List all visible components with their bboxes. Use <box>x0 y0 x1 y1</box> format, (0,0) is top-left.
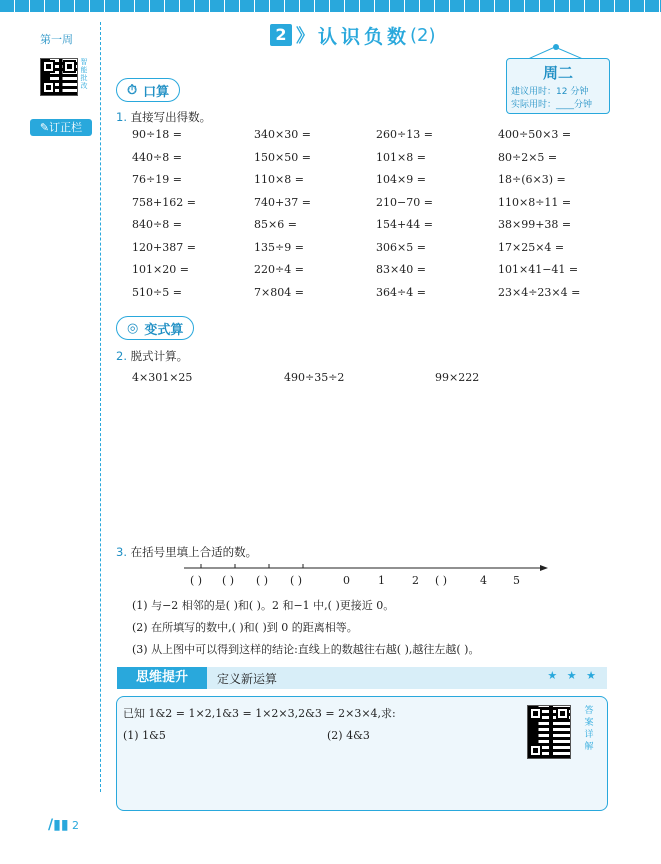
section-variant-header <box>116 316 194 340</box>
axis-label: 4 <box>480 574 487 587</box>
question-1 <box>116 109 211 125</box>
correction-tag <box>30 119 92 136</box>
axis-label: 0 <box>343 574 350 587</box>
qr-code-answer[interactable] <box>527 705 571 759</box>
expression-item: 99×222 <box>435 371 480 384</box>
thinking-banner <box>117 667 607 689</box>
correction-label: 订正栏 <box>49 121 83 134</box>
oral-problem: 758+162 = <box>132 195 196 209</box>
oral-problem: 76÷19 = <box>132 173 182 186</box>
page-number: 2 <box>72 819 80 832</box>
oral-problem: 80÷2×5 = <box>498 150 558 164</box>
expression-item: 490÷35÷2 <box>284 371 345 384</box>
oral-problem: 440÷8 = <box>132 150 182 164</box>
oral-problem: 38×99+38 = <box>498 218 572 231</box>
q3-line-3: (3) 从上图中可以得到这样的结论:直线上的数越往右越( ),越往左越( )。 <box>132 643 480 656</box>
oral-problem: 101×8 = <box>376 150 426 164</box>
question-text: 在括号里填上合适的数。 <box>130 545 258 559</box>
top-stripe <box>0 0 661 12</box>
axis-arrow <box>540 565 548 571</box>
oral-problem: 18÷(6×3) = <box>498 173 566 186</box>
oral-problem: 210−70 = <box>376 195 433 209</box>
oral-problem: 135÷9 = <box>254 240 304 254</box>
hanger-pin <box>553 44 559 50</box>
oral-problem: 110×8÷11 = <box>498 195 572 209</box>
oral-problem: 740+37 = <box>254 195 311 209</box>
qr-eye <box>63 60 76 73</box>
question-3 <box>116 544 257 560</box>
section-variant-label: 变式算 <box>144 322 184 338</box>
oral-problem: 340×30 = <box>254 128 311 141</box>
oral-problem: 840÷8 = <box>132 218 182 231</box>
week-label: 第一周 <box>40 33 73 46</box>
oral-problem: 260÷13 = <box>376 128 433 141</box>
question-2 <box>116 348 188 364</box>
question-number: 3. <box>116 545 127 559</box>
oral-problem: 23×4÷23×4 = <box>498 285 581 299</box>
question-text: 直接写出得数。 <box>130 110 212 124</box>
oral-problem: 17×25×4 = <box>498 240 565 254</box>
oral-problem: 220÷4 = <box>254 263 304 276</box>
day-card <box>506 58 610 114</box>
number-line <box>180 562 552 592</box>
oral-problem: 150×50 = <box>254 150 311 164</box>
q3-line-1: (1) 与−2 相邻的是( )和( )。2 和−1 中,( )更接近 0。 <box>132 599 395 612</box>
axis-label: ( ) <box>190 574 203 587</box>
sub-question-1: (1) 1&5 <box>123 729 166 742</box>
axis-label: ( ) <box>435 574 448 587</box>
pencil-icon: ✎ <box>39 121 50 134</box>
oral-problem: 306×5 = <box>376 240 426 254</box>
qr-eye <box>556 707 569 720</box>
lesson-number: 2 <box>270 24 292 46</box>
qr-eye <box>42 81 55 94</box>
difficulty-stars: ★ ★ ★ <box>547 669 599 682</box>
target-icon: ◎ <box>127 320 139 336</box>
binding-dashed-line <box>100 22 101 792</box>
sub-question-2: (2) 4&3 <box>327 729 370 742</box>
question-text: 脱式计算。 <box>130 349 189 363</box>
qr-answer-caption: 答案详解 <box>584 706 594 752</box>
qr-eye <box>42 60 55 73</box>
q3-line-2: (2) 在所填写的数中,( )和( )到 0 的距离相等。 <box>132 621 358 634</box>
section-oral-label: 口算 <box>143 84 170 100</box>
problem-text: 已知 1&2 = 1×2,1&3 = 1×2×3,2&3 = 2×3×4,求: <box>123 707 396 720</box>
oral-problem: 104×9 = <box>376 173 426 186</box>
oral-problem: 400÷50×3 = <box>498 128 572 141</box>
suggested-time: 建议用时：12 分钟 <box>511 87 589 97</box>
actual-time: 实际用时：____分钟 <box>511 100 593 110</box>
question-number: 2. <box>116 349 127 363</box>
oral-problem: 101×20 = <box>132 263 189 276</box>
axis-label: ( ) <box>290 574 303 587</box>
oral-problem: 83×40 = <box>376 263 426 276</box>
axis-label: 2 <box>412 574 419 587</box>
axis-label: ( ) <box>256 574 269 587</box>
qr-caption: 智能批改 <box>80 58 88 90</box>
thinking-subtitle: 定义新运算 <box>217 672 278 686</box>
axis-label: 5 <box>513 574 520 587</box>
oral-problem: 364÷4 = <box>376 285 426 299</box>
oral-problem: 85×6 = <box>254 218 297 231</box>
question-number: 1. <box>116 110 127 124</box>
thinking-label: 思维提升 <box>117 667 207 689</box>
thinking-panel <box>116 696 608 811</box>
axis-label: ( ) <box>222 574 235 587</box>
expression-item: 4×301×25 <box>132 371 193 384</box>
section-oral-header <box>116 78 180 102</box>
lesson-part: (2) <box>410 24 436 46</box>
day-label: 周二 <box>542 64 573 82</box>
oral-problem: 7×804 = <box>254 285 304 299</box>
oral-problem: 101×41−41 = <box>498 263 579 276</box>
page-footer <box>48 817 79 833</box>
oral-problem: 154+44 = <box>376 218 433 231</box>
oral-problem: 120+387 = <box>132 240 196 254</box>
page-title <box>270 22 436 48</box>
lesson-title: 认识负数 <box>318 25 411 48</box>
stopwatch-icon: ⏱ <box>127 82 138 98</box>
qr-eye <box>529 707 542 720</box>
qr-code-smart-grading[interactable] <box>40 58 78 96</box>
oral-problem: 510÷5 = <box>132 285 182 299</box>
oral-problem: 110×8 = <box>254 173 304 186</box>
books-icon: /▮▮ <box>48 817 69 833</box>
oral-problem: 90÷18 = <box>132 128 182 141</box>
qr-eye <box>529 744 542 757</box>
chevron-icon: 》 <box>296 26 314 47</box>
axis-label: 1 <box>378 574 385 587</box>
